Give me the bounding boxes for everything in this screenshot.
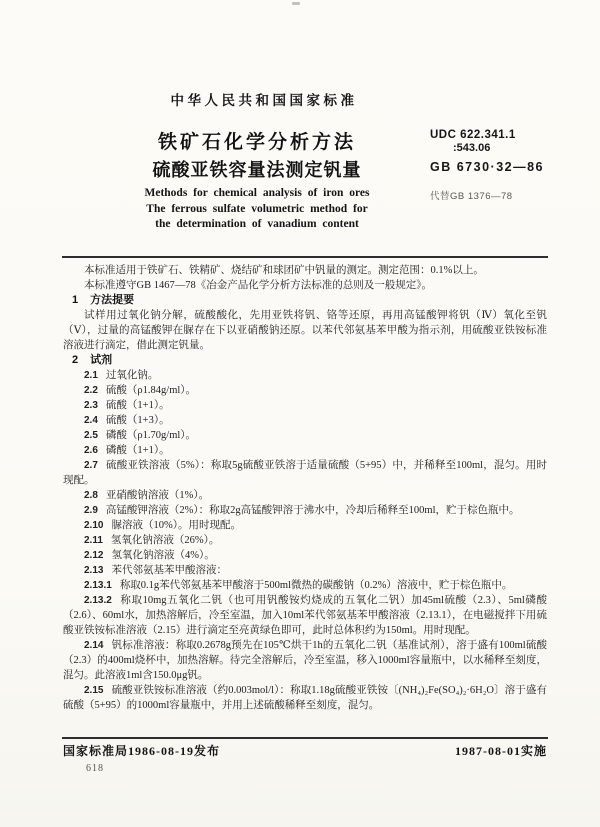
scan-mark [292, 2, 300, 5]
page-number: 618 [86, 763, 104, 774]
document-body [63, 263, 547, 713]
reagent-item-number: 2.9 [84, 505, 98, 516]
gb-standard-number: GB 6730·32—86 [430, 160, 545, 174]
reagent-item-number: 2.13.2 [84, 595, 112, 606]
reagent-item-number: 2.10 [84, 520, 104, 531]
reagent-item-number: 2.2 [84, 385, 98, 396]
english-title-line-3: the determination of vanadium content [155, 218, 359, 230]
reagent-item [63, 488, 547, 503]
udc-code-line-1: UDC 622.341.1 [430, 129, 516, 141]
reagent-item-number: 2.7 [84, 460, 98, 471]
reagent-item-number: 2.1 [84, 370, 98, 381]
reagent-item-number: 2.4 [84, 415, 98, 426]
reagent-item-text: 硫酸（ρ1.84g/ml）。 [105, 385, 197, 396]
reagent-item-text: 硫酸亚铁溶液（5%）：称取5g硫酸亚铁溶于适量硫酸（5+95）中，并稀释至100ml，混匀。用时现配。 [63, 460, 547, 486]
method-summary-paragraph: 试样用过氧化钠分解，硫酸酸化，先用亚铁将钒、铬等还原，再用高锰酸钾将钒（Ⅳ）氧化至钒（Ⅴ），过量的高锰酸钾在脲存在下以亚硝酸钠还原。以苯代邻氨基苯甲酸为指示剂，用硫酸亚铁铵标准溶液进行滴定，借此测定钒量。 [63, 310, 547, 351]
reagent-item [63, 368, 547, 383]
header-divider-rule [62, 256, 548, 258]
reagent-item [63, 458, 547, 488]
reagent-item [63, 563, 547, 578]
reagent-item-number: 2.8 [84, 490, 98, 501]
reagent-item-number: 2.6 [84, 445, 98, 456]
reagent-item-text: 过氧化钠。 [105, 370, 159, 381]
national-standard-banner: 中华人民共和国国家标准 [170, 93, 358, 108]
reagent-item [63, 578, 547, 593]
reagent-item [63, 443, 547, 458]
issued-date-text: 国家标准局1986-08-19发布 [63, 744, 220, 758]
reagent-item-text: 硫酸（1+1）。 [105, 400, 170, 411]
reagent-item-number: 2.13.1 [84, 580, 112, 591]
english-title-line-2: The ferrous sulfate volumetric method for [146, 202, 368, 215]
reagent-item [63, 413, 547, 428]
reagent-item-text: 磷酸（1+1）。 [105, 445, 170, 456]
reagent-item [63, 503, 547, 518]
reagent-item-text: 称取0.1g苯代邻氨基苯甲酸溶于500ml微热的碳酸钠（0.2%）溶液中，贮于棕色瓶中。 [119, 580, 513, 591]
english-title-line-1: Methods for chemical analysis of iron ores [144, 187, 370, 199]
reagent-item [63, 398, 547, 413]
reagent-item-text: 磷酸（ρ1.70g/ml）。 [105, 430, 197, 441]
reagent-item-text: 亚硝酸钠溶液（1%）。 [105, 490, 210, 501]
footer [63, 742, 547, 759]
reagent-item [63, 383, 547, 398]
reagent-item-text: 高锰酸钾溶液（2%）：称取2g高锰酸钾溶于沸水中，冷却后稀释至100ml，贮于棕色瓶中。 [105, 505, 520, 516]
reagent-item-text: 硫酸（1+3）。 [105, 415, 170, 426]
udc-code-line-2: :543.06 [453, 142, 491, 154]
reagent-item-text: 钒标准溶液：称取0.2678g预先在105℃烘干1h的五氧化二钒（基准试剂），溶于盛有100ml硫酸（2.3）的400ml烧杯中，加热溶解。待完全溶解后，冷至室温，移入1000ml容量瓶中，以水稀释至刻度，混匀。此溶液1ml含150.0μg钒。 [63, 640, 547, 681]
reagent-item-text: 硫酸亚铁铵标准溶液（约0.003mol/l）：称取1.18g硫酸亚铁铵〔(NH₄)₂Fe(SO₄)₂·6H₂O〕溶于盛有硫酸（5+95）的1000ml容量瓶中，并用上述硫酸稀释至刻度，混匀。 [63, 685, 547, 711]
scope-paragraph-1: 本标准适用于铁矿石、铁精矿、烧结矿和球团矿中钒量的测定。测定范围：0.1%以上。 [84, 265, 484, 276]
section-number: 2 [72, 354, 79, 366]
reagent-item-text: 苯代邻氨基苯甲酸溶液： [111, 565, 227, 576]
reagent-item [63, 533, 547, 548]
reagent-item-number: 2.13 [84, 565, 104, 576]
title-line-1: 铁矿石化学分析方法 [157, 132, 356, 153]
reagent-item-number: 2.3 [84, 400, 98, 411]
reagent-item-number: 2.5 [84, 430, 98, 441]
section-number: 1 [72, 294, 79, 306]
section-title: 方法提要 [90, 294, 135, 306]
reagent-item-text: 氢氧化钠溶液（26%）。 [110, 535, 220, 546]
section-heading-reagents [63, 353, 547, 368]
reagent-item-number: 2.12 [84, 550, 104, 561]
reagent-item-text: 脲溶液（10%）。用时现配。 [111, 520, 241, 531]
title-line-2: 硫酸亚铁容量法测定钒量 [152, 160, 362, 180]
section-title: 试剂 [90, 354, 113, 366]
reagent-item [63, 683, 547, 713]
reagent-item [63, 428, 547, 443]
reagent-item [63, 548, 547, 563]
reagent-item [63, 593, 547, 638]
reagent-item-number: 2.14 [84, 640, 104, 651]
reagent-item-number: 2.11 [84, 535, 103, 546]
reagent-item-text: 氢氧化钠溶液（4%）。 [111, 550, 215, 561]
document-title-english [0, 186, 514, 233]
scope-paragraph-2: 本标准遵守GB 1467—78《冶金产品化学分析方法标准的总则及一般规定》。 [84, 280, 432, 291]
reagent-item-text: 称取10mg五氧化二钒（也可用钒酸铵灼烧成的五氧化二钒）加45ml硫酸（2.3）、5ml磷酸（2.6）、60ml水，加热溶解后，冷至室温，加入10ml苯代邻氨基苯甲酸溶液（2.13.1），在电磁搅拌下用硫酸亚铁铵标准溶液（2.15）进行滴定至亮黄绿色即可，此时总体积约为150ml。用时现配。 [63, 595, 547, 636]
reagent-item [63, 638, 547, 683]
reagent-list [63, 368, 547, 713]
replaces-standard-note: 代替GB 1376—78 [430, 191, 513, 202]
section-heading-method [63, 293, 547, 308]
implemented-date-text: 1987-08-01实施 [455, 744, 547, 758]
reagent-item-number: 2.15 [84, 685, 104, 696]
reagent-item [63, 518, 547, 533]
footer-divider-rule [62, 737, 548, 739]
